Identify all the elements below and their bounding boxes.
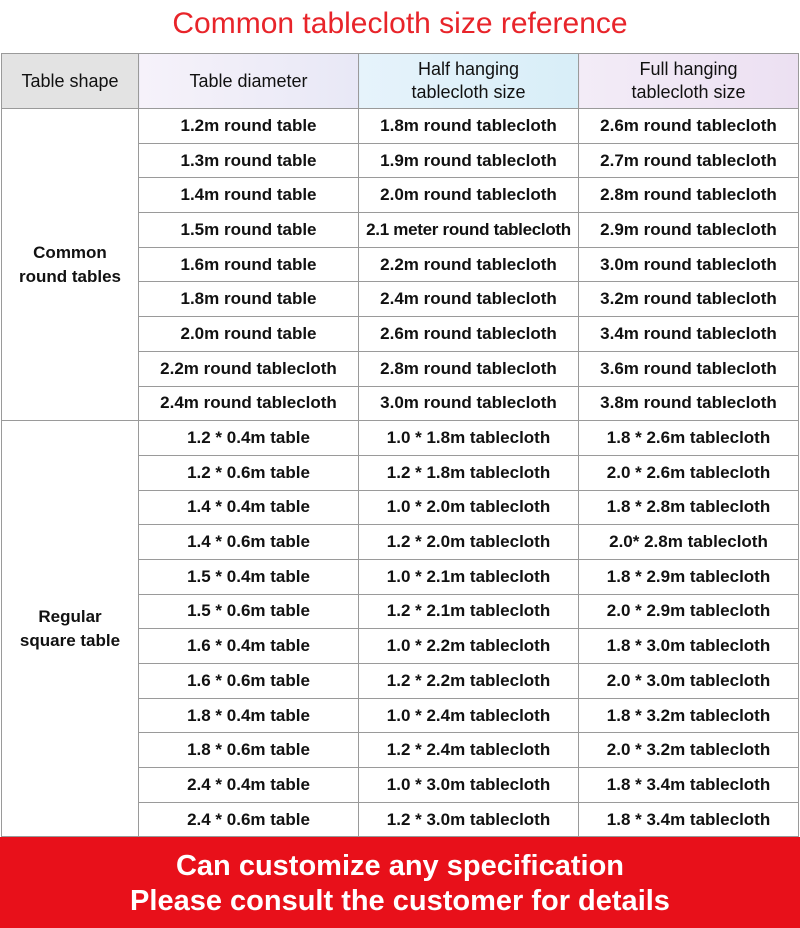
half-hanging-cell: 1.2 * 2.1m tablecloth (359, 594, 579, 629)
page-title: Common tablecloth size reference (172, 7, 628, 40)
half-hanging-cell: 2.2m round tablecloth (359, 247, 579, 282)
full-hanging-cell: 2.0 * 2.6m tablecloth (579, 455, 799, 490)
header-table-shape-label: Table shape (21, 70, 119, 91)
full-hanging-cell: 2.0 * 2.9m tablecloth (579, 594, 799, 629)
full-hanging-cell: 3.4m round tablecloth (579, 317, 799, 352)
full-hanging-cell: 1.8 * 2.9m tablecloth (579, 559, 799, 594)
table-size-cell: 1.2 * 0.6m table (139, 455, 359, 490)
half-hanging-cell: 2.4m round tablecloth (359, 282, 579, 317)
table-size-cell: 1.4 * 0.4m table (139, 490, 359, 525)
full-hanging-cell: 2.0* 2.8m tablecloth (579, 525, 799, 560)
half-hanging-cell: 2.6m round tablecloth (359, 317, 579, 352)
full-hanging-cell: 3.0m round tablecloth (579, 247, 799, 282)
half-hanging-cell: 2.0m round tablecloth (359, 178, 579, 213)
table-row (2, 421, 799, 456)
table-size-cell: 1.8 * 0.4m table (139, 698, 359, 733)
header-table-shape (2, 54, 139, 109)
half-hanging-cell: 1.2 * 1.8m tablecloth (359, 455, 579, 490)
group-regular-square-line2: square table (19, 630, 121, 650)
full-hanging-cell: 2.6m round tablecloth (579, 109, 799, 144)
customization-banner (0, 837, 800, 928)
half-hanging-cell: 1.2 * 2.4m tablecloth (359, 733, 579, 768)
half-hanging-cell: 1.2 * 3.0m tablecloth (359, 802, 579, 837)
table-size-cell: 2.2m round tablecloth (139, 351, 359, 386)
half-hanging-cell: 1.9m round tablecloth (359, 143, 579, 178)
table-size-cell: 1.6 * 0.6m table (139, 664, 359, 699)
group-regular-square (2, 421, 139, 837)
size-reference-table (1, 53, 799, 837)
group-common-round-line1: Common (33, 242, 107, 262)
table-size-cell: 1.6 * 0.4m table (139, 629, 359, 664)
full-hanging-cell: 1.8 * 2.8m tablecloth (579, 490, 799, 525)
header-row (2, 54, 799, 109)
full-hanging-cell: 3.2m round tablecloth (579, 282, 799, 317)
table-size-cell: 1.5 * 0.6m table (139, 594, 359, 629)
table-size-cell: 1.2 * 0.4m table (139, 421, 359, 456)
full-hanging-cell: 2.0 * 3.2m tablecloth (579, 733, 799, 768)
header-full-hanging-line2: tablecloth size (631, 82, 746, 102)
table-size-cell: 1.3m round table (139, 143, 359, 178)
table-size-cell: 1.4m round table (139, 178, 359, 213)
table-size-cell: 1.8 * 0.6m table (139, 733, 359, 768)
table-size-cell: 2.4 * 0.4m table (139, 768, 359, 803)
half-hanging-cell: 1.0 * 3.0m tablecloth (359, 768, 579, 803)
table-size-cell: 1.2m round table (139, 109, 359, 144)
header-table-diameter-label: Table diameter (189, 70, 308, 91)
full-hanging-cell: 2.9m round tablecloth (579, 213, 799, 248)
full-hanging-cell: 1.8 * 3.4m tablecloth (579, 768, 799, 803)
group-common-round-line2: round tables (18, 266, 121, 286)
full-hanging-cell: 1.8 * 3.4m tablecloth (579, 802, 799, 837)
full-hanging-cell: 3.6m round tablecloth (579, 351, 799, 386)
header-full-hanging (579, 54, 799, 109)
full-hanging-cell: 1.8 * 2.6m tablecloth (579, 421, 799, 456)
half-hanging-cell: 1.2 * 2.0m tablecloth (359, 525, 579, 560)
half-hanging-cell: 3.0m round tablecloth (359, 386, 579, 421)
half-hanging-cell: 1.8m round tablecloth (359, 109, 579, 144)
header-table-diameter (139, 54, 359, 109)
table-size-cell: 1.6m round table (139, 247, 359, 282)
header-full-hanging-line1: Full hanging (639, 59, 738, 79)
full-hanging-cell: 3.8m round tablecloth (579, 386, 799, 421)
half-hanging-cell: 1.0 * 2.0m tablecloth (359, 490, 579, 525)
half-hanging-cell: 1.2 * 2.2m tablecloth (359, 664, 579, 699)
banner-line-1: Can customize any specification (175, 850, 624, 882)
header-half-hanging-line2: tablecloth size (411, 82, 526, 102)
full-hanging-cell: 1.8 * 3.2m tablecloth (579, 698, 799, 733)
table-size-cell: 2.4m round tablecloth (139, 386, 359, 421)
full-hanging-cell: 2.0 * 3.0m tablecloth (579, 664, 799, 699)
full-hanging-cell: 2.7m round tablecloth (579, 143, 799, 178)
half-hanging-cell: 1.0 * 2.4m tablecloth (359, 698, 579, 733)
half-hanging-cell: 1.0 * 2.1m tablecloth (359, 559, 579, 594)
table-size-cell: 1.8m round table (139, 282, 359, 317)
half-hanging-cell: 1.0 * 2.2m tablecloth (359, 629, 579, 664)
half-hanging-cell: 2.8m round tablecloth (359, 351, 579, 386)
group-regular-square-line1: Regular (38, 606, 102, 626)
table-size-cell: 2.0m round table (139, 317, 359, 352)
header-half-hanging-line1: Half hanging (417, 59, 520, 79)
table-size-cell: 1.5 * 0.4m table (139, 559, 359, 594)
group-common-round (2, 109, 139, 421)
half-hanging-cell: 1.0 * 1.8m tablecloth (359, 421, 579, 456)
banner-line-2: Please consult the customer for details (130, 885, 670, 917)
header-half-hanging (359, 54, 579, 109)
half-hanging-cell: 2.1 meter round tablecloth (359, 213, 579, 248)
table-size-cell: 2.4 * 0.6m table (139, 802, 359, 837)
table-row (2, 109, 799, 144)
table-size-cell: 1.5m round table (139, 213, 359, 248)
table-size-cell: 1.4 * 0.6m table (139, 525, 359, 560)
full-hanging-cell: 1.8 * 3.0m tablecloth (579, 629, 799, 664)
full-hanging-cell: 2.8m round tablecloth (579, 178, 799, 213)
